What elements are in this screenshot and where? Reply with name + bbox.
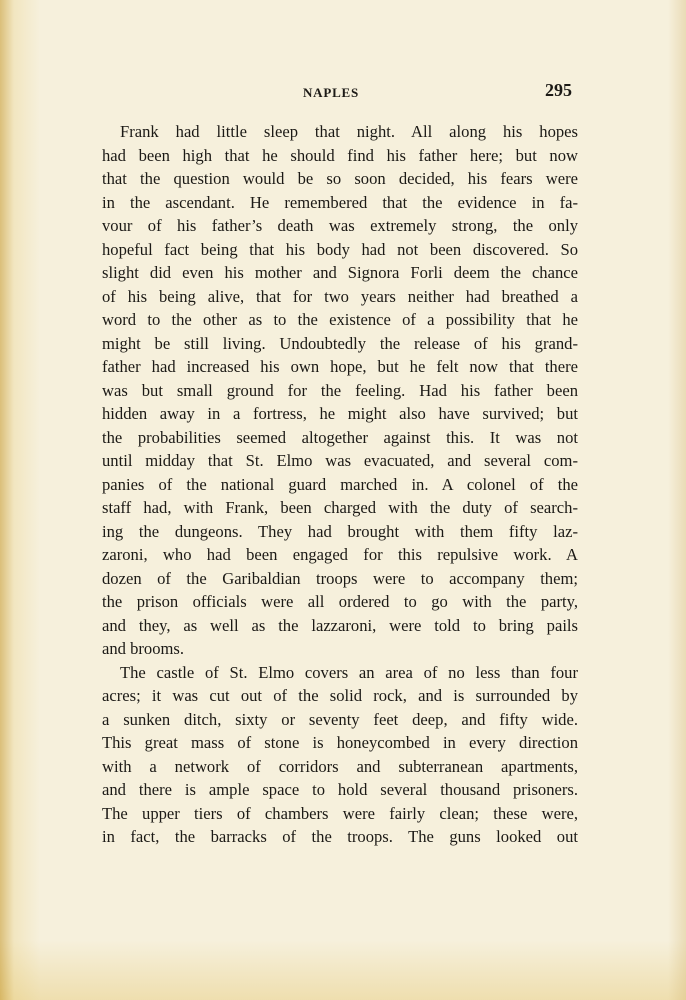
text-line: in the ascendant. He remembered that the evidence in fa-	[102, 192, 578, 212]
page-header	[86, 80, 576, 104]
text-line: the probabilities seemed altogether against this. It was not	[102, 427, 578, 447]
text-line: had been high that he should find his father here; but now	[102, 145, 578, 165]
text-line: word to the other as to the existence of a possibility that he	[102, 310, 578, 329]
text-line: was but small ground for the feeling. Had his father been	[102, 380, 578, 400]
text-line: and they, as well as the lazzaroni, were told to bring pails	[102, 615, 578, 635]
running-head: NAPLES	[302, 85, 360, 100]
text-line: hopeful fact being that his body had not been discovered. So	[102, 239, 578, 259]
text-line: the prison officials were all ordered to go with the party,	[102, 592, 578, 611]
text-line: a sunken ditch, sixty or seventy feet deep, and fifty wide.	[102, 709, 578, 729]
text-line: and there is ample space to hold several thousand prisoners.	[102, 780, 578, 799]
text-line: hidden away in a fortress, he might also have survived; but	[102, 404, 578, 423]
text-line: with a network of corridors and subterranean apartments,	[102, 756, 578, 776]
text-line: panies of the national guard marched in. A colonel of the	[102, 474, 578, 494]
text-line: vour of his father’s death was extremely strong, the only	[102, 216, 578, 235]
text-line: Frank had little sleep that night. All along his hopes	[120, 122, 578, 141]
text-line: in fact, the barracks of the troops. The guns looked out	[102, 827, 578, 846]
text-line: that the question would be so soon decided, his fears were	[102, 169, 578, 188]
body-text	[86, 120, 578, 849]
page-number: 295	[545, 80, 572, 100]
text-line: zaroni, who had been engaged for this repulsive work. A	[102, 545, 578, 564]
text-line: ing the dungeons. They had brought with them fifty laz-	[102, 521, 578, 541]
paragraph-2	[86, 661, 578, 849]
text-line: might be still living. Undoubtedly the release of his grand-	[102, 333, 578, 353]
text-line: father had increased his own hope, but he felt now that there	[102, 357, 578, 376]
text-line: This great mass of stone is honeycombed in every direction	[102, 733, 578, 752]
text-line: until midday that St. Elmo was evacuated, and several com-	[102, 451, 578, 470]
text-line: of his being alive, that for two years neither had breathed a	[102, 286, 578, 306]
text-line: slight did even his mother and Signora Forli deem the chance	[102, 263, 578, 282]
text-line: and brooms.	[102, 639, 185, 658]
paragraph-1	[86, 120, 578, 661]
text-line: staff had, with Frank, been charged with the duty of search-	[102, 498, 578, 517]
text-line: The castle of St. Elmo covers an area of no less than four	[120, 662, 578, 682]
text-line: The upper tiers of chambers were fairly clean; these were,	[102, 803, 578, 823]
text-line: dozen of the Garibaldian troops were to accompany them;	[102, 568, 578, 588]
text-line: acres; it was cut out of the solid rock, and is surrounded by	[102, 686, 578, 705]
